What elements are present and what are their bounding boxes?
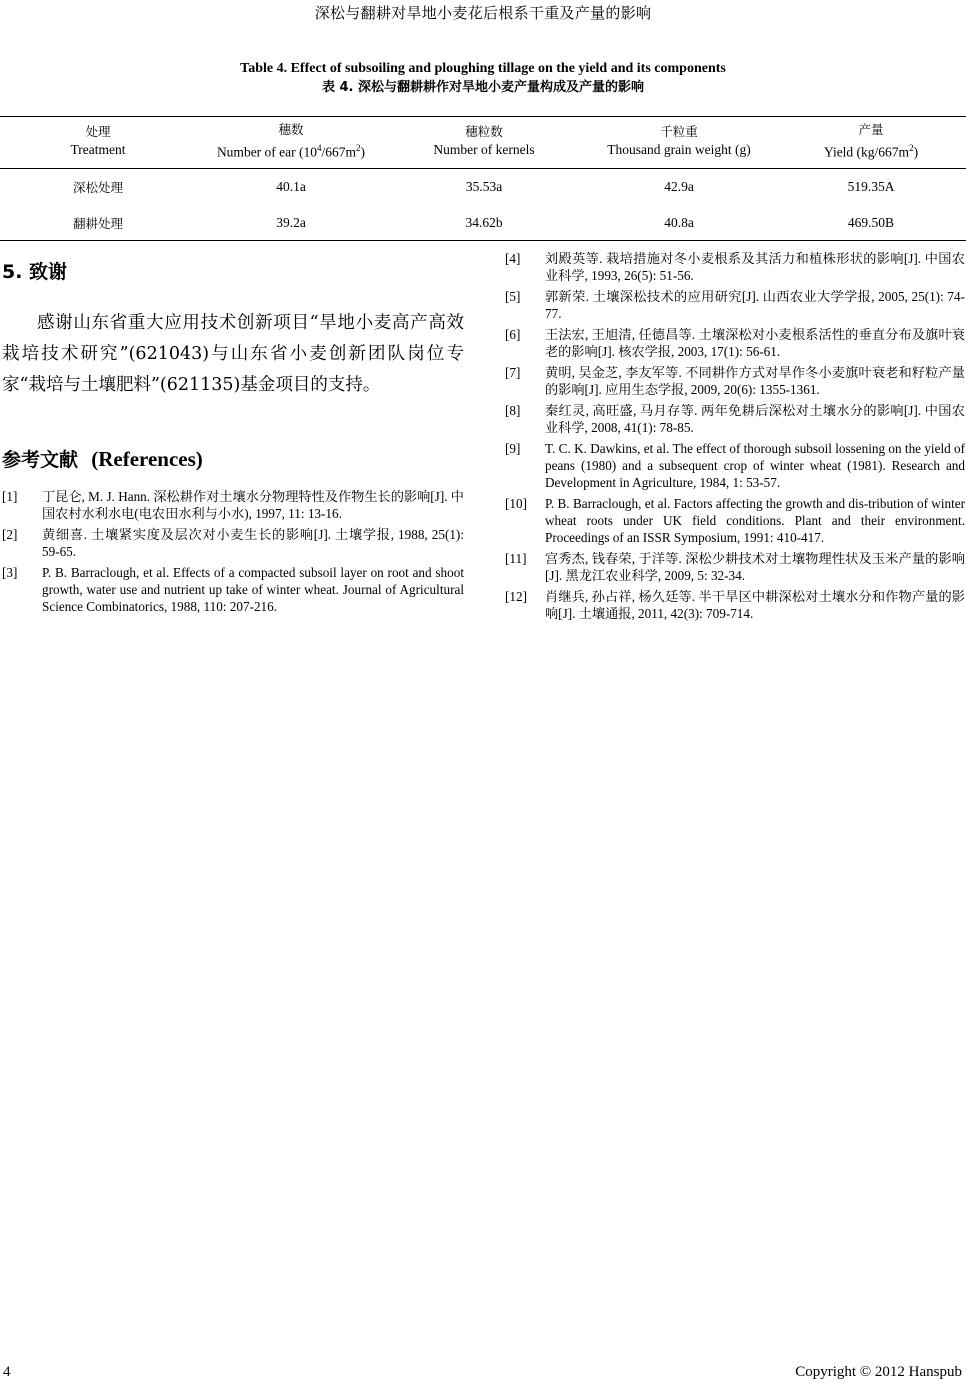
reference-item: [10] P. B. Barraclough, et al. Factors affecting the growth and dis-tribution of winter wheat roots under UK field conditions. Plant and their environment. Proceedings of an ISSR Symposium, 1991: 410-417.: [505, 496, 965, 545]
table-caption-en: Table 4. Effect of subsoiling and ploughing tillage on the yield and its components: [240, 61, 726, 76]
reference-list-left: [2, 488, 464, 615]
acknowledgement-heading: 5. 致谢: [2, 261, 68, 283]
reference-item: [9] T. C. K. Dawkins, et al. The effect of thorough subsoil lossening on the yield of peans (1980) and a subsequent crop of winter wheat (1981). Research and Development in Agriculture, 1984, 1: 53-57.: [505, 441, 965, 490]
cell-ears: 39.2a: [276, 215, 306, 230]
cell-tgw: 40.8a: [664, 215, 694, 230]
reference-item: [12] 肖继兵, 孙占祥, 杨久廷等. 半干旱区中耕深松对土壤水分和作物产量的影响[J]. 土壤通报, 2011, 42(3): 709-714.: [505, 589, 965, 621]
table-caption: [0, 59, 966, 97]
header-kernels: 穗粒数 Number of kernels: [433, 124, 535, 158]
reference-list-right: [505, 250, 965, 622]
reference-item: [7] 黄明, 吴金芝, 李友军等. 不同耕作方式对旱作冬小麦旗叶衰老和籽粒产量的影响[J]. 应用生态学报, 2009, 20(6): 1355-1361.: [505, 365, 965, 397]
left-column: [2, 253, 464, 619]
cell-yield: 519.35A: [847, 179, 895, 195]
reference-item: [6] 王法宏, 王旭清, 任德昌等. 土壤深松对小麦根系活性的垂直分布及旗叶衰老的影响[J]. 核农学报, 2003, 17(1): 56-61.: [505, 327, 965, 359]
header-tgw: 千粒重 Thousand grain weight (g): [607, 124, 751, 158]
table-row: [0, 206, 966, 241]
cell-tgw: 42.9a: [664, 179, 694, 195]
running-header: 深松与翻耕对旱地小麦花后根系干重及产量的影响: [314, 4, 652, 22]
cell-kernels: 34.62b: [465, 215, 503, 230]
header-ears: 穗数 Number of ear $(10^4/667m^2)$: [216, 122, 366, 160]
reference-item: [4] 刘殿英等. 栽培措施对冬小麦根系及其活力和植株形状的影响[J]. 中国农业科学, 1993, 26(5): 51-56.: [505, 251, 965, 283]
page-number: 4: [3, 1364, 11, 1380]
cell-treatment: 翻耕处理: [72, 216, 123, 231]
reference-item: [3] P. B. Barraclough, et al. Effects of a compacted subsoil layer on root and shoot growth, water use and nutrient up take of winter wheat. Journal of Agricultural Science Combinatorics, 1988, 110: 207-216.: [2, 565, 464, 614]
yield-table: [0, 116, 966, 241]
cell-yield: 469.50B: [847, 215, 895, 230]
references-heading-en: (References): [91, 447, 203, 471]
header-treatment: 处理 Treatment: [70, 124, 126, 158]
table-row: [0, 168, 966, 206]
table-header-row: [0, 117, 966, 169]
reference-item: [2] 黄细喜. 土壤紧实度及层次对小麦生长的影响[J]. 土壤学报, 1988, 25(1): 59-65.: [2, 527, 464, 559]
reference-item: [11] 宫秀杰, 钱春荣, 于洋等. 深松少耕技术对土壤物理性状及玉米产量的影响[J]. 黑龙江农业科学, 2009, 5: 32-34.: [505, 551, 965, 583]
table-caption-zh: 表 4. 深松与翻耕耕作对旱地小麦产量构成及产量的影响: [321, 80, 645, 95]
cell-ears: 40.1a: [276, 179, 306, 195]
header-yield: 产量 Yield $(kg/667m^2)$: [823, 122, 919, 160]
reference-item: [1] 丁昆仑, M. J. Hann. 深松耕作对土壤水分物理特性及作物生长的影响[J]. 中国农村水利水电(电农田水利与小水), 1997, 11: 13-16.: [2, 489, 464, 521]
references-heading: [2, 445, 464, 472]
reference-item: [5] 郭新荣. 土壤深松技术的应用研究[J]. 山西农业大学学报, 2005, 25(1): 74-77.: [505, 289, 965, 321]
references-heading-zh: 参考文献: [2, 449, 79, 471]
acknowledgement-body: 感谢山东省重大应用技术创新项目“旱地小麦高产高效栽培技术研究”(621043)与山东省小麦创新团队岗位专家“栽培与土壤肥料”(621135)基金项目的支持。: [2, 313, 464, 395]
cell-kernels: 35.53a: [465, 179, 503, 195]
right-column: [505, 250, 965, 626]
cell-treatment: 深松处理: [72, 180, 123, 196]
copyright-notice: Copyright © 2012 Hanspub: [795, 1364, 962, 1380]
reference-item: [8] 秦红灵, 高旺盛, 马月存等. 两年免耕后深松对土壤水分的影响[J]. 中国农业科学, 2008, 41(1): 78-85.: [505, 403, 965, 435]
